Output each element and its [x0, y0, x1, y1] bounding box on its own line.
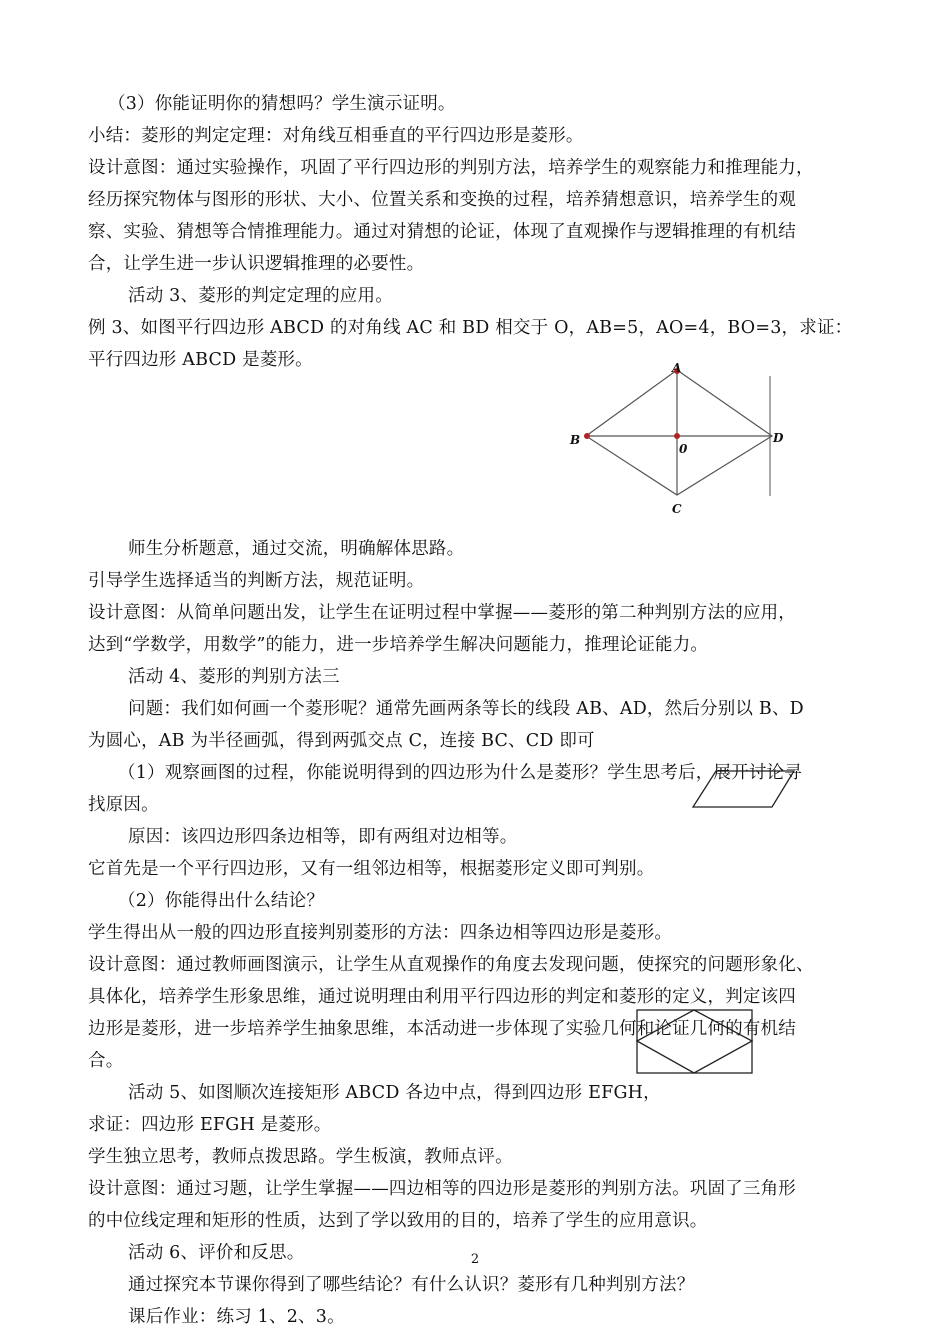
text-line: 例 3、如图平行四边形 ABCD 的对角线 AC 和 BD 相交于 O，AB=5，AO=4，BO=3，求证： [88, 318, 853, 338]
label-d: D [773, 431, 784, 445]
text-line: 通过探究本节课你得到了哪些结论？有什么认识？菱形有几种判别方法？ [128, 1275, 695, 1295]
rectangle-rhombus-figure [634, 1007, 756, 1077]
text-line: 它首先是一个平行四边形，又有一组邻边相等，根据菱形定义即可判别。 [88, 859, 655, 879]
text-line: 学生独立思考，教师点拨思路。学生板演，教师点评。 [88, 1147, 513, 1167]
point-o [674, 433, 680, 439]
text-line: 合，让学生进一步认识逻辑推理的必要性。 [88, 254, 425, 274]
label-c: C [672, 502, 682, 516]
text-line: 活动 4、菱形的判别方法三 [128, 667, 340, 687]
text-line: 问题：我们如何画一个菱形呢？通常先画两条等长的线段 AB、AD，然后分别以 B、D [128, 699, 804, 719]
text-line: 活动 5、如图顺次连接矩形 ABCD 各边中点，得到四边形 EFGH， [128, 1083, 661, 1103]
text-line: 具体化，培养学生形象思维，通过说明理由利用平行四边形的判定和菱形的定义，判定该四 [88, 987, 796, 1007]
rhombus-figure [560, 358, 790, 518]
text-line: （2）你能得出什么结论？ [118, 891, 325, 911]
rhombus-outline [586, 370, 772, 495]
label-a: A [672, 361, 682, 375]
text-line: 师生分析题意，通过交流，明确解体思路。 [128, 539, 465, 559]
text-line: 设计意图：通过教师画图演示，让学生从直观操作的角度去发现问题，使探究的问题形象化、 [88, 955, 814, 975]
text-line: 活动 3、菱形的判定定理的应用。 [128, 286, 393, 306]
text-line: 设计意图：通过实验操作，巩固了平行四边形的判别方法，培养学生的观察能力和推理能力， [88, 158, 814, 178]
label-b: B [570, 433, 581, 447]
text-line: 设计意图：从简单问题出发，让学生在证明过程中掌握——菱形的第二种判别方法的应用， [88, 603, 796, 623]
text-line: 学生得出从一般的四边形直接判别菱形的方法：四条边相等四边形是菱形。 [88, 923, 673, 943]
text-line: 察、实验、猜想等合情推理能力。通过对猜想的论证，体现了直观操作与逻辑推理的有机结 [88, 222, 796, 242]
text-line: 达到“学数学，用数学”的能力，进一步培养学生解决问题能力，推理论证能力。 [88, 635, 709, 655]
text-line: 原因：该四边形四条边相等，即有两组对边相等。 [128, 827, 518, 847]
parallelogram-figure [690, 768, 800, 812]
label-o: 0 [679, 442, 688, 456]
text-line: 小结：菱形的判定定理：对角线互相垂直的平行四边形是菱形。 [88, 126, 584, 146]
text-line: 找原因。 [88, 795, 159, 815]
text-line: 经历探究物体与图形的形状、大小、位置关系和变换的过程，培养猜想意识，培养学生的观 [88, 190, 796, 210]
point-b [584, 433, 590, 439]
text-line: （3）你能证明你的猜想吗？学生演示证明。 [108, 94, 456, 114]
page-number: 2 [470, 1252, 480, 1267]
text-line: 求证：四边形 EFGH 是菱形。 [88, 1115, 332, 1135]
text-line: 课后作业：练习 1、2、3。 [128, 1307, 345, 1327]
text-line: 边形是菱形，进一步培养学生抽象思维，本活动进一步体现了实验几何和论证几何的有机结 [88, 1019, 796, 1039]
text-line: 平行四边形 ABCD 是菱形。 [88, 350, 313, 370]
text-line: 合。 [88, 1051, 124, 1071]
text-line: 引导学生选择适当的判断方法，规范证明。 [88, 571, 425, 591]
text-line: 设计意图：通过习题，让学生掌握——四边相等的四边形是菱形的判别方法。巩固了三角形 [88, 1179, 796, 1199]
text-line: 活动 6、评价和反思。 [128, 1243, 305, 1263]
text-line: （1）观察画图的过程，你能说明得到的四边形为什么是菱形？学生思考后，展开讨论寻 [118, 763, 802, 783]
text-line: 的中位线定理和矩形的性质，达到了学以致用的目的，培养了学生的应用意识。 [88, 1211, 708, 1231]
text-line: 为圆心，AB 为半径画弧，得到两弧交点 C，连接 BC、CD 即可 [88, 731, 595, 751]
